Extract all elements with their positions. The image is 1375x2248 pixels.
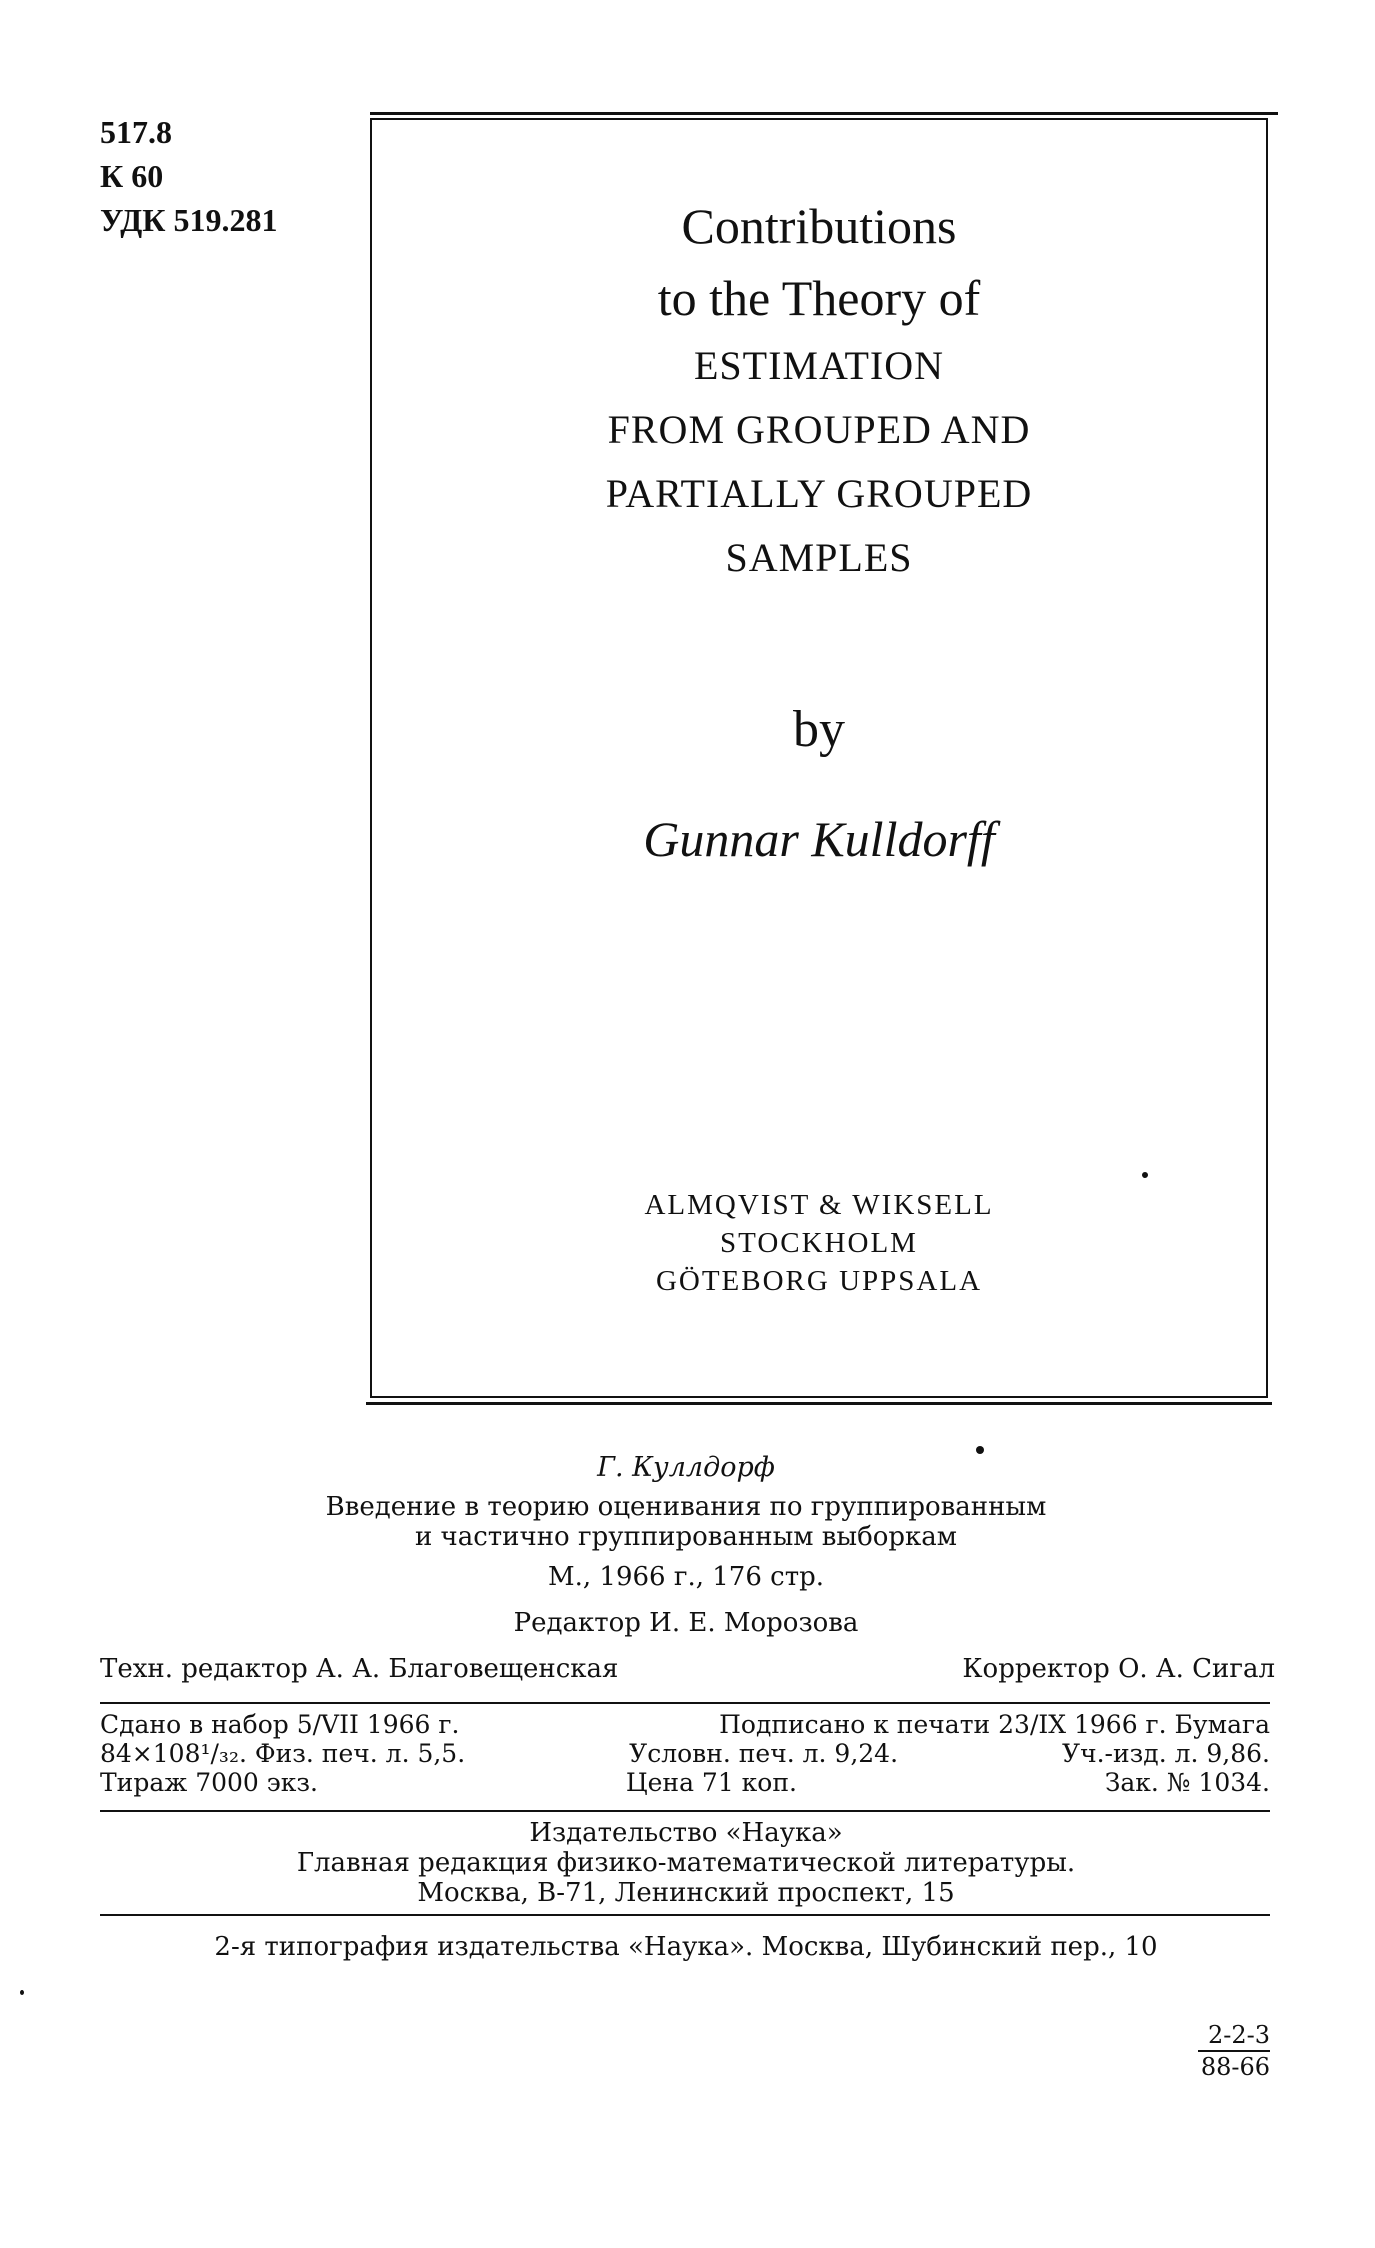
printing-house: 2-я типография издательства «Наука». Москва, Шубинский пер., 10 (214, 1932, 1158, 1962)
print-specs (100, 1710, 1270, 1797)
print-code-top: 2-2-3 (1207, 2021, 1270, 2049)
classification-codes (100, 110, 277, 242)
tech-editor: Техн. редактор А. А. Благовещенская (100, 1654, 619, 1684)
corrector: Корректор О. А. Сигал (962, 1654, 1275, 1684)
title-line-5: PARTIALLY GROUPED (605, 471, 1033, 516)
divider-2 (100, 1810, 1270, 1812)
udc-code: УДК 519.281 (100, 202, 278, 238)
specs-row-2 (100, 1739, 1270, 1768)
frame-top-rule (370, 112, 1278, 115)
ru-publisher-line-3: Москва, В-71, Ленинский проспект, 15 (417, 1878, 955, 1908)
specs-cell: Зак. № 1034. (1104, 1768, 1270, 1797)
ru-title (100, 1492, 1272, 1552)
classification-line-1: 517.8 (100, 114, 172, 150)
speck-mark-3 (20, 1990, 24, 1995)
ru-title-line-1: Введение в теорию оценивания по группированным (325, 1492, 1047, 1522)
ru-author: Г. Куллдорф (597, 1452, 775, 1483)
by-label: by (793, 701, 845, 758)
publisher-block (370, 1186, 1268, 1300)
print-code-bottom: 88-66 (1200, 2053, 1270, 2081)
specs-row-3 (100, 1768, 1270, 1797)
specs-cell: Подписано к печати 23/IX 1966 г. Бумага (719, 1710, 1270, 1739)
publisher-line-3: GÖTEBORG UPPSALA (655, 1265, 983, 1297)
ru-publisher-line-2: Главная редакция физико-математической литературы. (296, 1848, 1076, 1878)
specs-cell: Уч.-изд. л. 9,86. (1062, 1739, 1270, 1768)
divider-3 (100, 1914, 1270, 1916)
specs-row-1 (100, 1710, 1270, 1739)
author-name: Gunnar Kulldorff (643, 811, 995, 867)
specs-cell: Сдано в набор 5/VII 1966 г. (100, 1710, 460, 1739)
book-title (370, 190, 1268, 590)
specs-cell: Условн. печ. л. 9,24. (629, 1739, 899, 1768)
publisher-line-2: STOCKHOLM (720, 1227, 918, 1259)
divider-1 (100, 1702, 1270, 1704)
ru-title-line-2: и частично группированным выборкам (414, 1522, 958, 1552)
ru-publication-info: М., 1966 г., 176 стр. (547, 1562, 824, 1592)
ru-publisher-line-1: Издательство «Наука» (529, 1818, 843, 1848)
speck-mark (1142, 1172, 1148, 1178)
title-line-1: Contributions (681, 198, 957, 254)
title-line-4: FROM GROUPED AND (607, 407, 1031, 452)
publisher-line-1: ALMQVIST & WIKSELL (644, 1189, 994, 1221)
title-line-6: SAMPLES (725, 535, 913, 580)
classification-line-2: К 60 (100, 158, 164, 194)
title-line-3: ESTIMATION (694, 343, 944, 388)
specs-cell: Тираж 7000 экз. (100, 1768, 318, 1797)
title-line-2: to the Theory of (657, 270, 981, 326)
ru-publisher-block (100, 1818, 1272, 1908)
editor: Редактор И. Е. Морозова (513, 1608, 859, 1638)
frame-bottom-rule (366, 1402, 1272, 1405)
specs-cell: Цена 71 коп. (625, 1768, 797, 1797)
specs-cell: 84×108¹/₃₂. Физ. печ. л. 5,5. (100, 1739, 466, 1768)
